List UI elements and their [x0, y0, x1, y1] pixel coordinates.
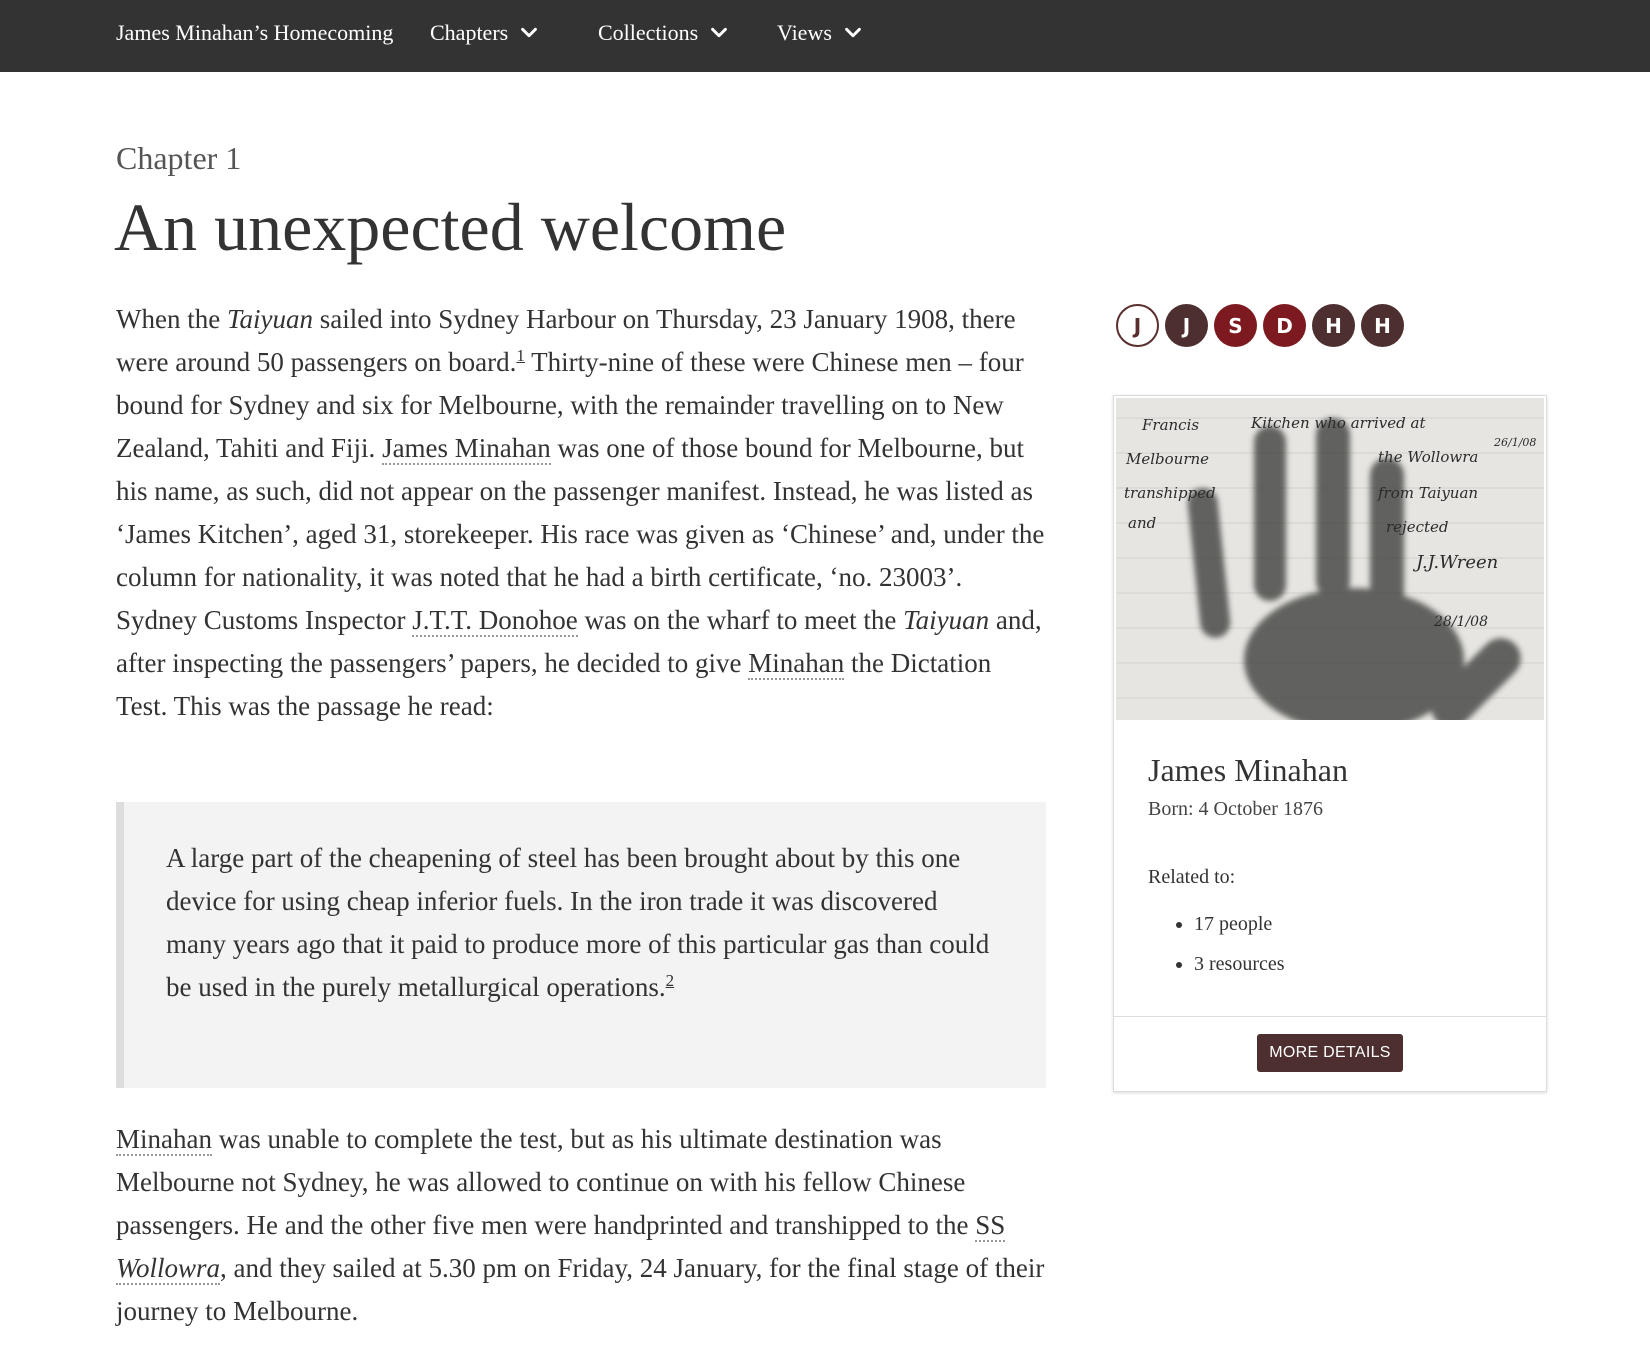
person-name: James Minahan — [1148, 752, 1348, 788]
dictation-test-quote — [116, 802, 1046, 1088]
page-title: An unexpected welcome — [114, 189, 787, 265]
person-card — [1113, 395, 1547, 1092]
ship-prefix: SS — [975, 1210, 1006, 1240]
related-list — [1148, 904, 1285, 984]
footnote-link-1[interactable]: 1 — [516, 346, 525, 365]
text-segment: When the — [116, 304, 227, 334]
top-navbar — [0, 0, 1650, 72]
footnote-link-2[interactable]: 2 — [665, 971, 675, 990]
handprint-document-image[interactable] — [1116, 398, 1544, 720]
handwriting-line: the Wollowra — [1378, 448, 1479, 466]
paragraph-1 — [116, 298, 1046, 728]
text-segment: Thirty-nine of these were Chinese men – four bound for Sydney and six for Melbourne, with the remainder travelling on to New Zealand, Tahiti and Fiji. — [116, 347, 1024, 463]
text-segment: , and they sailed at 5.30 pm on Friday, 24 January, for the final stage of their journey to Melbourne. — [116, 1253, 1045, 1326]
text-segment: was on the wharf to meet the — [577, 605, 904, 635]
collections-menu[interactable] — [598, 20, 730, 46]
quote-text: A large part of the cheapening of steel has been brought about by this one device for using cheap inferior fuels. In the iron trade it was discovered many years ago that it paid to produce more of this particular gas than could be used in the purely metallurgical operations. — [166, 843, 990, 1002]
person-born: Born: 4 October 1876 — [1148, 798, 1323, 820]
handwriting-line: from Taiyuan — [1378, 484, 1479, 502]
article-body-continued — [116, 1118, 1046, 1333]
ship-name-taiyuan: Taiyuan — [903, 605, 990, 635]
text-segment: sailed into Sydney Harbour on Thursday, 23 January 1908, there were around 50 passengers on board. — [116, 304, 1016, 377]
views-menu[interactable] — [777, 20, 864, 46]
chevron-down-icon — [518, 22, 540, 44]
person-link-james-minahan[interactable]: James Minahan — [382, 433, 551, 463]
chevron-down-icon — [708, 22, 730, 44]
person-link-minahan[interactable]: Minahan — [116, 1124, 212, 1154]
avatar[interactable]: J — [1116, 304, 1159, 347]
handwriting-line: Francis — [1142, 416, 1200, 434]
person-link-donohoe[interactable]: J.T.T. Donohoe — [412, 605, 578, 635]
article-body — [116, 298, 1046, 728]
text-segment: and, after inspecting the passengers’ papers, he decided to give — [116, 605, 1042, 678]
avatar[interactable]: H — [1361, 304, 1404, 347]
text-segment: was one of those bound for Melbourne, but his name, as such, did not appear on the passenger manifest. Instead, he was listed as ‘James Kitchen’, aged 31, storekeeper. His race was given as ‘Chinese’ and, under the column for nationality, it was noted that he had a birth certificate, ‘no. 23003’. Sydney Customs Inspector — [116, 433, 1045, 635]
avatar[interactable]: D — [1263, 304, 1306, 347]
more-details-button[interactable]: MORE DETAILS — [1257, 1034, 1403, 1072]
handwriting-line: 28/1/08 — [1434, 614, 1488, 630]
handwriting-line: Kitchen who arrived at — [1251, 414, 1426, 432]
ship-name-wollowra: Wollowra — [116, 1253, 221, 1283]
text-segment: was unable to complete the test, but as his ultimate destination was Melbourne not Sydney, he was allowed to continue on with his fellow Chinese passengers. He and the other five men were handprinted and transhipped to the — [116, 1124, 976, 1240]
handprint-image-graphic — [1116, 398, 1544, 720]
chapters-menu-label: Chapters — [430, 20, 509, 45]
related-item-people[interactable]: • 17 people — [1194, 904, 1285, 944]
avatar[interactable]: J — [1165, 304, 1208, 347]
handwriting-line: transhipped — [1124, 484, 1216, 502]
site-brand-link[interactable]: James Minahan’s Homecoming — [116, 20, 394, 45]
card-divider — [1114, 1016, 1546, 1017]
collections-menu-label: Collections — [598, 20, 699, 45]
ship-name-taiyuan: Taiyuan — [226, 304, 313, 334]
handwriting-line: Melbourne — [1126, 450, 1210, 468]
chapter-number: Chapter 1 — [116, 140, 242, 176]
text-segment: the Dictation Test. This was the passage he read: — [116, 648, 992, 721]
views-menu-label: Views — [777, 20, 832, 45]
handwriting-line: 26/1/08 — [1494, 436, 1537, 449]
chapters-menu[interactable] — [430, 20, 540, 46]
related-people-avatars — [1116, 304, 1404, 347]
avatar[interactable]: H — [1312, 304, 1355, 347]
related-item-resources[interactable]: • 3 resources — [1194, 944, 1285, 984]
avatar[interactable]: S — [1214, 304, 1257, 347]
handwriting-line: J.J.Wreen — [1416, 552, 1499, 573]
handwriting-line: rejected — [1386, 518, 1449, 536]
related-label: Related to: — [1148, 866, 1236, 888]
person-link-minahan[interactable]: Minahan — [748, 648, 845, 678]
paragraph-2 — [116, 1118, 1046, 1333]
handwriting-line: and — [1128, 514, 1157, 532]
chevron-down-icon — [842, 22, 864, 44]
